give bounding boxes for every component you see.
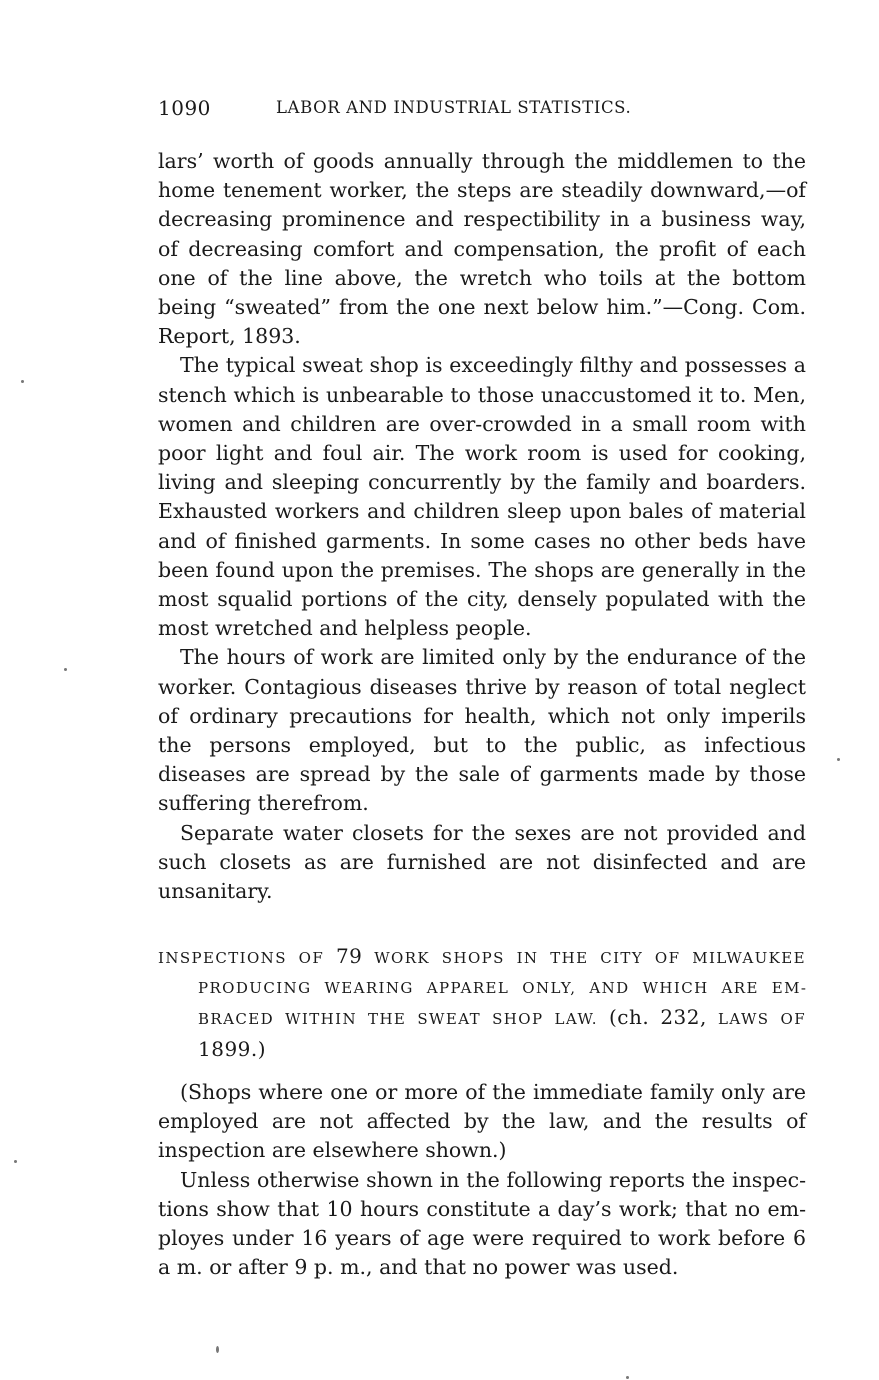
page-header xyxy=(158,96,808,126)
note-family-shops: (Shops where one or more of the immediate family only are employed are not affected by the law, and the results of inspection are elsewhere shown.) xyxy=(158,1080,806,1163)
note-work-hours: Unless otherwise shown in the following reports the inspections show that 10 hours constitute a day’s work; that no employes under 16 years of age were required to work before 6 a m. or after 9 p. m., and that no power was used. xyxy=(158,1167,806,1280)
scan-speck xyxy=(14,1160,17,1163)
paragraph-continued-quote: lars’ worth of goods annually through the middlemen to the home tenement worker, the steps are steadily downward,—of decreasing prominence and respectibility in a business way, of decreasing comfort and compensation, the profit of each one of the line above, the wretch who toils at the bottom being “sweated” from the one next below him.”—Cong. Com. Report, 1893. xyxy=(158,149,806,349)
running-head: LABOR AND INDUSTRIAL STATISTICS. xyxy=(276,98,632,117)
body-text xyxy=(158,147,806,906)
heading-chapter-open: (ch. xyxy=(608,1005,650,1030)
section-heading xyxy=(158,942,806,1066)
heading-part2: WORK SHOPS IN THE CITY OF MILWAUKEE PRODUCING WEARING APPAREL ONLY, AND WHICH ARE EMBRACED WITHIN THE SWEAT SHOP LAW. xyxy=(198,949,806,1029)
scan-speck xyxy=(837,758,840,761)
heading-shop-count: 79 xyxy=(335,944,363,968)
heading-part1: INSPECTIONS OF xyxy=(158,949,325,967)
paragraph-hours-of-work: The hours of work are limited only by the endurance of the worker. Contagious diseases thrive by reason of total neglect of ordinary precautions for health, which not only imperils the persons employed, but to the public, as infectious diseases are spread by the sale of garments made by those suffering therefrom. xyxy=(158,645,806,816)
paragraph-water-closets: Separate water closets for the sexes are not provided and such closets as are furnished are not disinfected and are unsanitary. xyxy=(158,820,806,904)
scan-speck xyxy=(626,1376,629,1379)
page-number: 1090 xyxy=(158,96,211,120)
paragraph-sweat-shop-conditions: The typical sweat shop is exceedingly filthy and possesses a stench which is unbearable to those unaccustomed it to. Men, women and children are over-crowded in a small room with poor light and foul air. The work room is used for cooking, living and sleeping concurrently by the family and boarders. Exhausted workers and children sleep upon bales of material and of finished garments. In some cases no other beds have been found upon the premises. The shops are generally in the most squalid portions of the city, densely populated with the most wretched and helpless people. xyxy=(158,353,806,641)
heading-laws-of: LAWS OF xyxy=(717,1010,807,1029)
inspection-notes xyxy=(158,1078,806,1282)
heading-chapter-number: 232, xyxy=(660,1005,707,1030)
scan-speck xyxy=(216,1346,219,1353)
heading-year: 1899.) xyxy=(198,1036,267,1061)
scan-speck xyxy=(64,668,67,671)
scan-speck xyxy=(21,380,24,383)
